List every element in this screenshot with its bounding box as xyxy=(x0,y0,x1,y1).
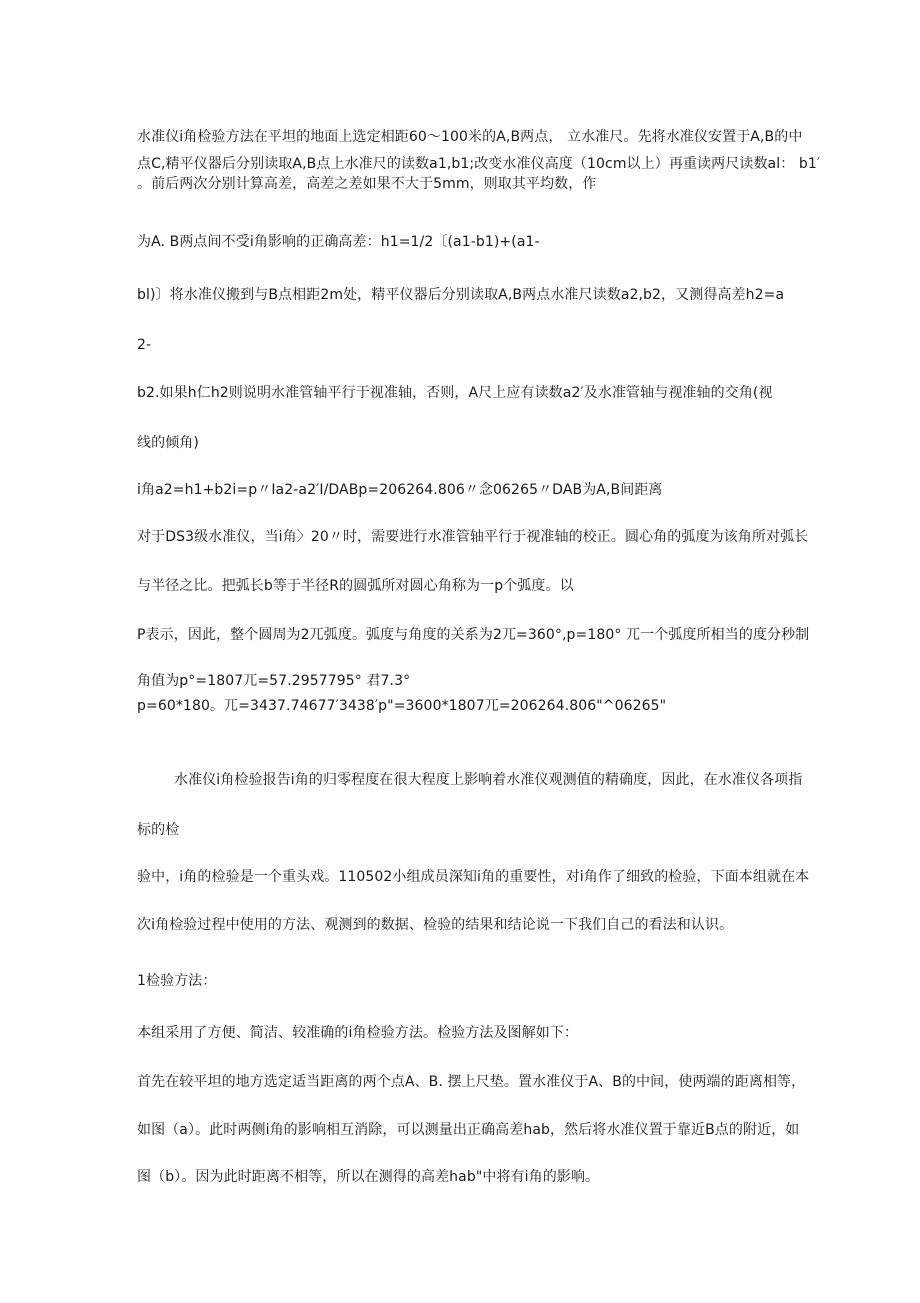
text-line: i角a2=h1+b2i=p〃Ia2-a2′I/DABp=206264.806〃念06265〃DAB为A,B间距离 xyxy=(137,482,663,498)
text-line: 首先在较平坦的地方选定适当距离的两个点A、B. 摆上尺垫。置水准仪于A、B的中间，使两端的距离相等， xyxy=(137,1074,806,1090)
text-line: 为A. B两点间不受i角影响的正确高差：h1=1/2〔(a1-b1)+(a1- xyxy=(137,234,540,250)
text-line: 点C,精平仪器后分别读取A,B点上水准尺的读数a1,b1;改变水准仪高度（10cm以上）再重读两尺读数al： b1′ xyxy=(137,156,821,172)
text-line: b2.如果h仁h2则说明水准管轴平行于视准轴，否则，A尺上应有读数a2′及水准管轴与视准轴的交角(视 xyxy=(137,385,773,401)
text-line: 2- xyxy=(137,337,152,353)
text-line: 水准仪i角检验方法在平坦的地面上选定相距60～100米的A,B两点， 立水准尺。先将水准仪安置于A,B的中 xyxy=(137,129,803,145)
text-line: P表示，因此，整个圆周为2兀弧度。弧度与角度的关系为2兀=360°,p=180° 兀一个弧度所相当的度分秒制 xyxy=(137,627,810,643)
text-line: p=60*180。兀=3437.74677′3438′p"=3600*1807兀=206264.806"^06265" xyxy=(137,698,667,714)
text-line: bl)〕将水准仪搬到与B点相距2m处，精平仪器后分别读取A,B两点水准尺读数a2,b2，又测得高差h2=a xyxy=(137,287,785,303)
text-line: 。前后两次分别计算高差，高差之差如果不大于5mm，则取其平均数，作 xyxy=(137,176,597,192)
text-line: 本组采用了方便、简洁、较准确的i角检验方法。检验方法及图解如下： xyxy=(137,1025,579,1041)
text-line: 标的检 xyxy=(137,822,180,838)
text-line: 与半径之比。把弧长b等于半径R的圆弧所对圆心角称为一p个弧度。以 xyxy=(137,578,574,594)
section-heading: 1检验方法： xyxy=(137,973,217,989)
text-line: 如图（a）。此时两侧i角的影响相互消除，可以测量出正确高差hab，然后将水准仪置于靠近B点的附近，如 xyxy=(137,1122,800,1138)
text-line: 次i角检验过程中使用的方法、观测到的数据、检验的结果和结论说一下我们自己的看法和认识。 xyxy=(137,917,734,933)
text-line: 图（b）。因为此时距离不相等，所以在测得的高差hab"中将有i角的影响。 xyxy=(137,1169,600,1185)
text-line: 对于DS3级水准仪，当i角〉20〃时，需要进行水准管轴平行于视准轴的校正。圆心角的弧度为该角所对弧长 xyxy=(137,529,809,545)
text-line: 验中，i角的检验是一个重头戏。110502小组成员深知i角的重要性，对i角作了细致的检验，下面本组就在本 xyxy=(137,869,810,885)
text-line: 角值为p°=1807兀=57.2957795° 君7.3° xyxy=(137,673,411,689)
text-line: 线的倾角) xyxy=(137,435,199,451)
paragraph-first-line: 水准仪i角检验报告i角的归零程度在很大程度上影响着水准仪观测值的精确度，因此，在水准仪各项指 xyxy=(174,772,803,788)
